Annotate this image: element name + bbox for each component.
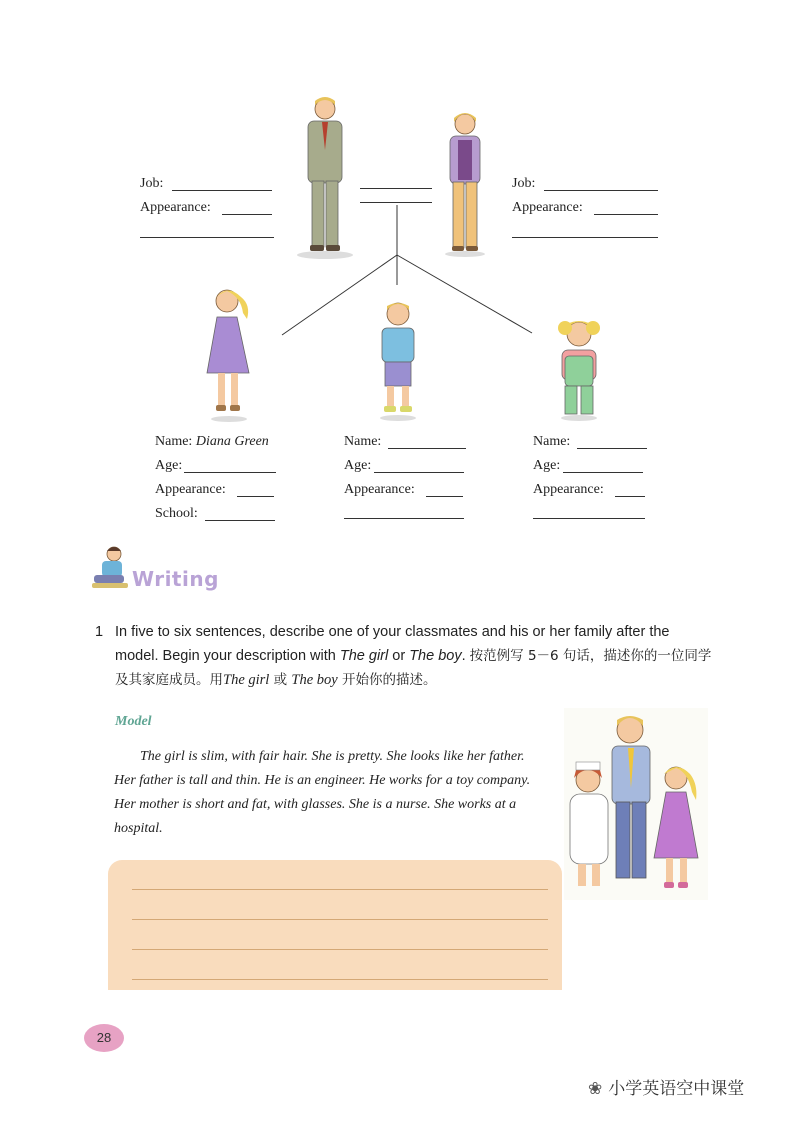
mother-appearance-label: Appearance:	[512, 200, 583, 215]
answer-line[interactable]	[132, 889, 548, 890]
child3-appearance-blank-2[interactable]	[533, 518, 645, 519]
answer-box[interactable]	[108, 860, 562, 990]
child2-name-label: Name:	[344, 434, 382, 449]
toddler-illustration	[553, 316, 605, 422]
father-appearance-blank-2[interactable]	[140, 237, 274, 238]
task-instruction: In five to six sentences, describe one of your classmates and his or her family after the model. Begin your description with The girl or The boy. 按范例写 5－6 句话，描述你的一位同学及其家庭成员。用The girl 或 The boy 开始你的描述。	[115, 624, 712, 688]
answer-line[interactable]	[132, 919, 548, 920]
father-appearance-blank[interactable]	[222, 214, 272, 215]
child1-name-value: Diana Green	[195, 434, 269, 449]
son-illustration	[372, 298, 424, 422]
child2-age-blank[interactable]	[374, 472, 464, 473]
child1-age-label: Age:	[155, 458, 183, 473]
father-job-blank[interactable]	[172, 190, 272, 191]
answer-line[interactable]	[132, 979, 548, 980]
watermark: ❀ 小学英语空中课堂	[588, 1079, 745, 1099]
child1-name-label: Name: Diana Green	[155, 434, 269, 449]
child3-age-label: Age:	[533, 458, 561, 473]
child3-name-blank[interactable]	[577, 448, 647, 449]
writing-boy-icon	[88, 545, 130, 591]
child1-age-blank[interactable]	[184, 472, 276, 473]
model-text: The girl is slim, with fair hair. She is pretty. She looks like her father. Her father is tall and thin. He is an engineer. He works for a toy company. Her mother is short and fat, with glasses. She is a nurse. She works at a hospital.	[114, 749, 531, 836]
answer-line[interactable]	[132, 949, 548, 950]
model-label: Model	[115, 714, 152, 729]
child1-school-blank[interactable]	[205, 520, 275, 521]
father-appearance-label: Appearance:	[140, 200, 211, 215]
child2-appearance-blank[interactable]	[426, 496, 463, 497]
mother-job-label: Job:	[512, 176, 536, 191]
child1-appearance-blank[interactable]	[237, 496, 274, 497]
mother-job-blank[interactable]	[544, 190, 658, 191]
model-family-illustration	[564, 708, 708, 900]
task-number: 1	[95, 624, 104, 640]
father-job-label: Job:	[140, 176, 164, 191]
page-number: 28	[84, 1024, 124, 1052]
child3-name-label: Name:	[533, 434, 571, 449]
wechat-icon: ❀	[588, 1079, 603, 1099]
child2-age-label: Age:	[344, 458, 372, 473]
couple-line-top	[360, 188, 432, 189]
child1-school-label: School:	[155, 506, 198, 521]
mother-appearance-blank[interactable]	[594, 214, 658, 215]
section-title-writing: Writing	[132, 567, 219, 591]
writing-task	[95, 620, 715, 692]
child2-appearance-blank-2[interactable]	[344, 518, 464, 519]
child3-age-blank[interactable]	[563, 472, 643, 473]
daughter-illustration	[203, 283, 255, 423]
child1-appearance-label: Appearance:	[155, 482, 226, 497]
child3-appearance-label: Appearance:	[533, 482, 604, 497]
child2-appearance-label: Appearance:	[344, 482, 415, 497]
child3-appearance-blank[interactable]	[615, 496, 645, 497]
child2-name-blank[interactable]	[388, 448, 466, 449]
